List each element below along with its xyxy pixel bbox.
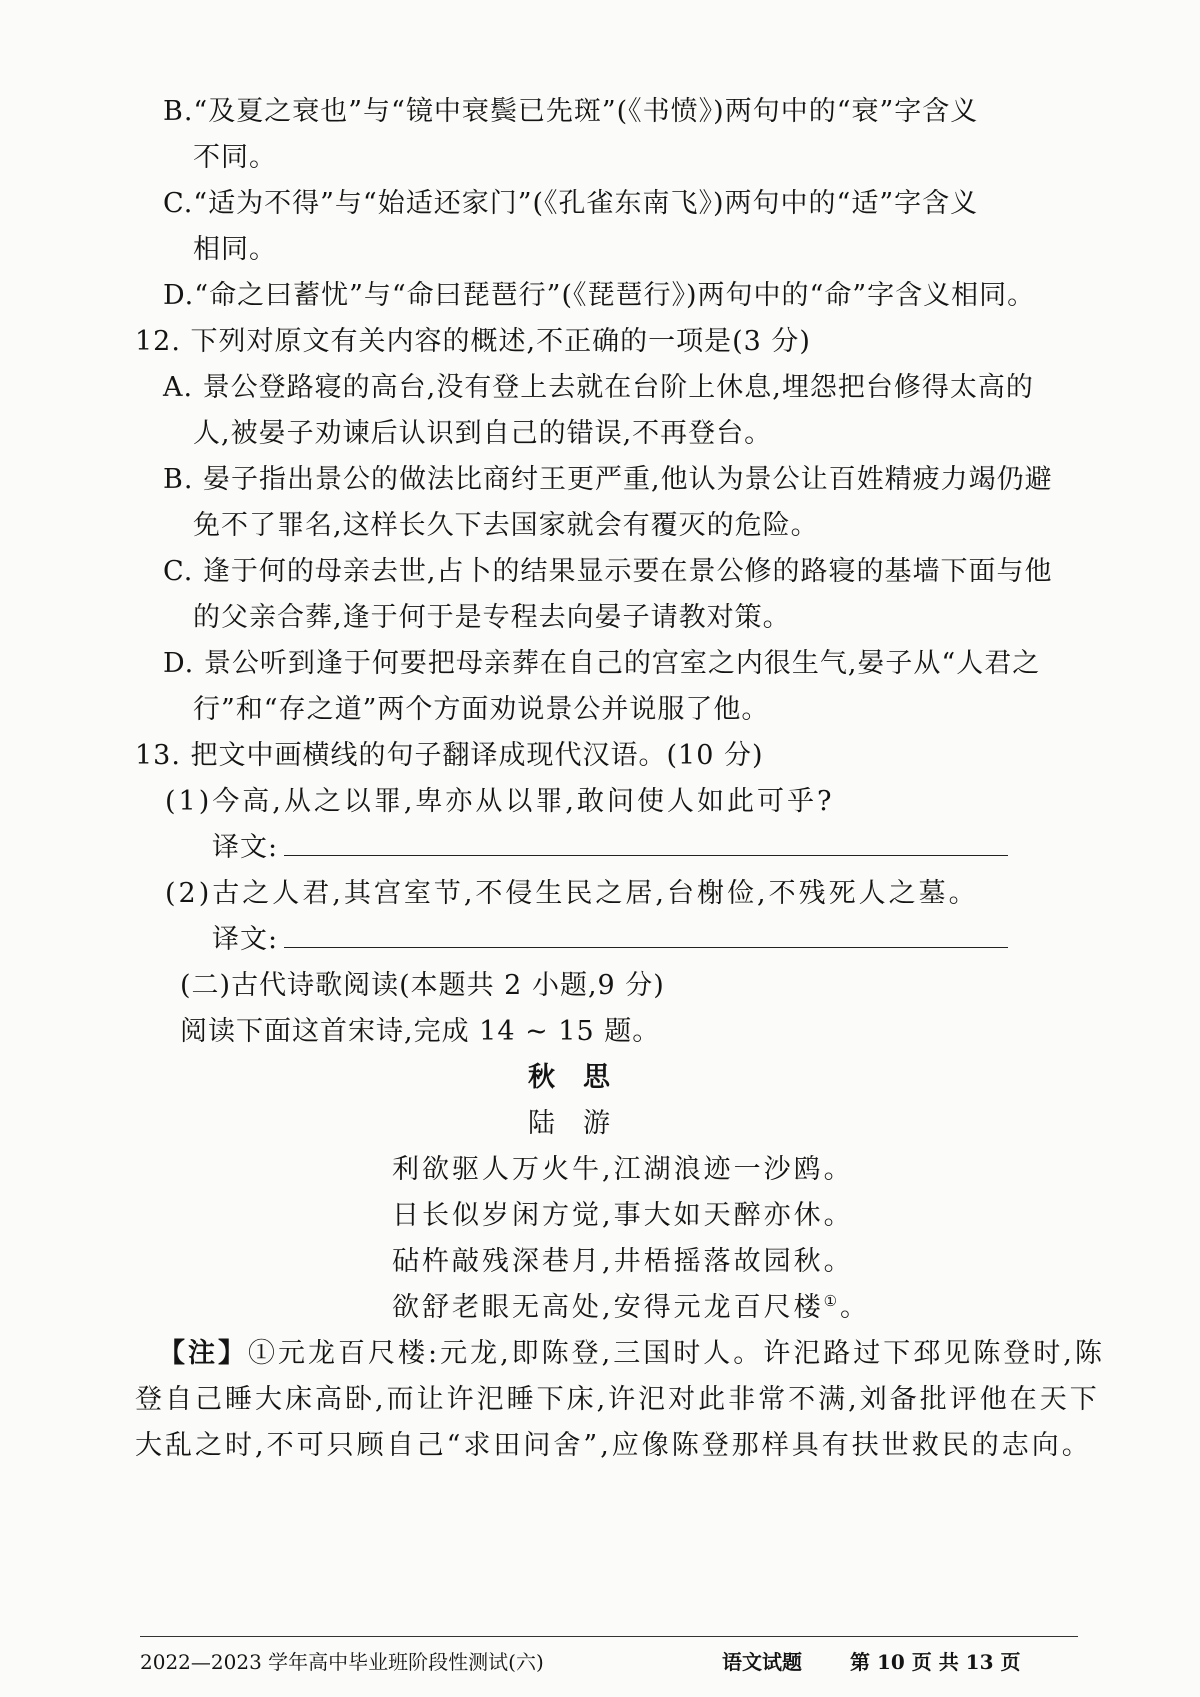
poem-line-1: 利欲驱人万火牛,江湖浪迹一沙鸥。 xyxy=(392,1154,854,1185)
q13-answer-1-label: 译文: xyxy=(212,832,279,863)
footer-page-number: 第 10 页 共 13 页 xyxy=(850,1650,1021,1674)
note-label: 【注】 xyxy=(158,1338,248,1369)
poem-line-4-row xyxy=(392,1288,870,1328)
q11-option-b-line2: 不同。 xyxy=(193,142,277,173)
footer-exam-name: 2022—2023 学年高中毕业班阶段性测试(六) xyxy=(140,1650,544,1674)
q12-option-b-line2: 免不了罪名,这样长久下去国家就会有覆灭的危险。 xyxy=(193,510,819,541)
q13-answer-2-row xyxy=(212,920,1008,960)
q13-answer-1-row xyxy=(212,828,1008,868)
q11-option-c-line2: 相同。 xyxy=(193,234,277,265)
q12-option-a-line2: 人,被晏子劝谏后认识到自己的错误,不再登台。 xyxy=(193,418,773,449)
q13-answer-2-label: 译文: xyxy=(212,924,279,955)
footer-rule xyxy=(140,1636,1078,1637)
q12-option-d-line2: 行”和“存之道”两个方面劝说景公并说服了他。 xyxy=(193,694,770,725)
q13-answer-1-blank[interactable] xyxy=(284,829,1008,856)
poem-line-3: 砧杵敲残深巷月,井梧摇落故园秋。 xyxy=(392,1246,854,1277)
note-line-2: 登自己睡大床高卧,而让许汜睡下床,许汜对此非常不满,刘备批评他在天下 xyxy=(135,1384,1100,1415)
q11-option-d: D.“命之曰蓄忧”与“命曰琵琶行”(《琵琶行》)两句中的“命”字含义相同。 xyxy=(163,280,1036,311)
note-line-1-row xyxy=(158,1334,1105,1374)
q11-option-c-line1: C.“适为不得”与“始适还家门”(《孔雀东南飞》)两句中的“适”字含义 xyxy=(163,188,979,219)
poem-author: 陆游 xyxy=(528,1108,638,1139)
q12-option-d-line1: D. 景公听到逢于何要把母亲葬在自己的宫室之内很生气,晏子从“人君之 xyxy=(163,648,1041,679)
section-heading: (二)古代诗歌阅读(本题共 2 小题,9 分) xyxy=(180,970,665,1001)
note-line-3: 大乱之时,不可只顾自己“求田问舍”,应像陈登那样具有扶世救民的志向。 xyxy=(135,1430,1092,1461)
q12-option-b-line1: B. 晏子指出景公的做法比商纣王更严重,他认为景公让百姓精疲力竭仍避 xyxy=(163,464,1053,495)
q13-answer-2-blank[interactable] xyxy=(284,921,1008,948)
note-line-1: ①元龙百尺楼:元龙,即陈登,三国时人。许汜路过下邳见陈登时,陈 xyxy=(248,1338,1105,1369)
section-instruction: 阅读下面这首宋诗,完成 14 ~ 15 题。 xyxy=(180,1016,661,1047)
q13-sentence-1: (1)今高,从之以罪,卑亦从以罪,敢问使人如此可乎? xyxy=(165,786,835,817)
poem-line-4: 欲舒老眼无高处,安得元龙百尺楼 xyxy=(392,1292,824,1323)
q11-option-b-line1: B.“及夏之衰也”与“镜中衰鬓已先斑”(《书愤》)两句中的“衰”字含义 xyxy=(163,96,979,127)
q13-sentence-2: (2)古之人君,其宫室节,不侵生民之居,台榭俭,不残死人之墓。 xyxy=(165,878,979,909)
poem-line-4-punct: 。 xyxy=(840,1292,871,1323)
footer-subject: 语文试题 xyxy=(722,1650,802,1674)
q12-option-a-line1: A. 景公登路寝的高台,没有登上去就在台阶上休息,埋怨把台修得太高的 xyxy=(163,372,1034,403)
poem-note-ref: ① xyxy=(823,1292,841,1310)
q12-option-c-line2: 的父亲合葬,逢于何于是专程去向晏子请教对策。 xyxy=(193,602,791,633)
poem-line-2: 日长似岁闲方觉,事大如天醉亦休。 xyxy=(392,1200,854,1231)
poem-title: 秋思 xyxy=(528,1062,638,1093)
q13-stem: 13. 把文中画横线的句子翻译成现代汉语。(10 分) xyxy=(135,740,764,771)
q12-option-c-line1: C. 逢于何的母亲去世,占卜的结果显示要在景公修的路寝的基墙下面与他 xyxy=(163,556,1053,587)
q12-stem: 12. 下列对原文有关内容的概述,不正确的一项是(3 分) xyxy=(135,326,811,357)
